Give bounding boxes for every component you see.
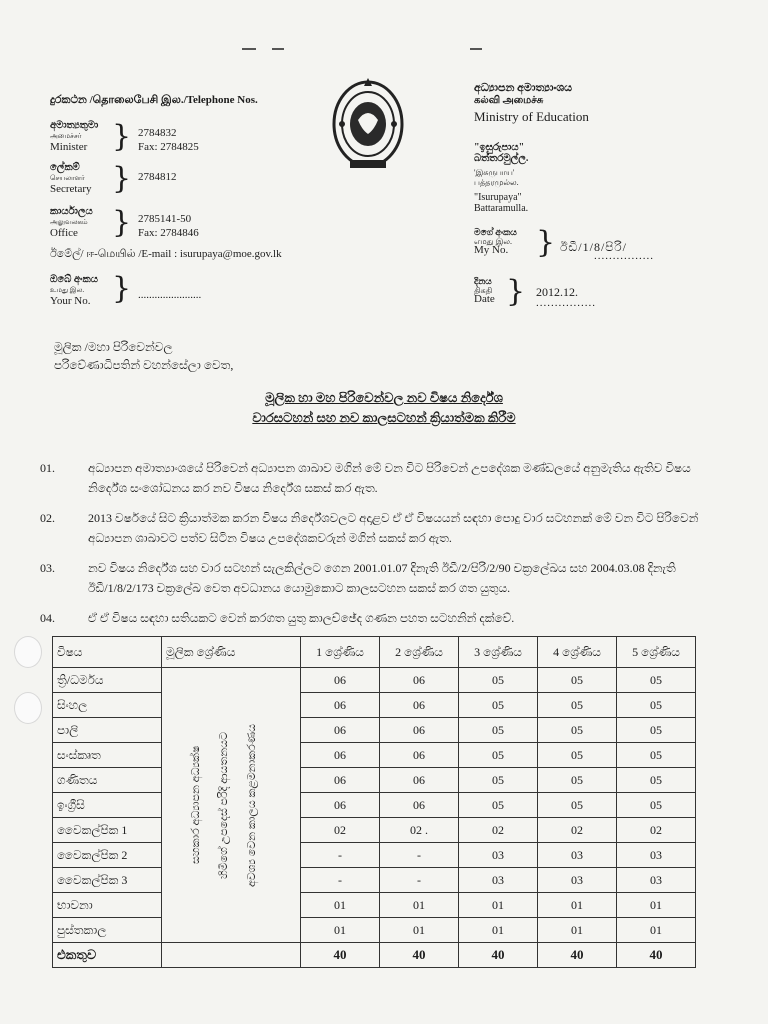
period-cell: 06 [380, 768, 459, 793]
period-cell: 06 [380, 793, 459, 818]
minister-phone: 2784832 [138, 127, 177, 139]
period-cell: 06 [301, 718, 380, 743]
note-line: සහකාර අධ්‍යාපන අධ්‍යක්ෂ [190, 745, 202, 865]
table-row [53, 918, 696, 943]
period-cell: 03 [617, 843, 696, 868]
subject-cell: ත්‍රි/ධර්මය [53, 668, 162, 693]
period-cell: 02 [617, 818, 696, 843]
addressee-line-2: පරිවේණාධිපතින් වහන්සේලා වෙත, [54, 358, 234, 372]
paragraph [40, 458, 720, 498]
period-cell: 06 [380, 743, 459, 768]
table-header-row [53, 637, 696, 668]
brace: } [112, 161, 132, 196]
address-en-1: "Isurupaya" [474, 192, 522, 203]
period-cell: 06 [301, 668, 380, 693]
table-row [53, 793, 696, 818]
periods-table [52, 636, 696, 968]
table-row [53, 893, 696, 918]
your-no-value: ....................... [138, 289, 202, 301]
punch-hole [14, 636, 42, 668]
period-cell: - [380, 843, 459, 868]
subject-line-1: මූලික හා මහ පිරිවෙන්වල නව විෂය නිර්දේශ [265, 390, 503, 405]
paragraph-number: 04. [40, 611, 55, 625]
period-cell: 02 [538, 818, 617, 843]
period-cell: 01 [459, 893, 538, 918]
subject-cell: වෛකල්පික 3 [53, 868, 162, 893]
contact-label-ta: அமைச்சர் [50, 132, 82, 140]
email-line [50, 248, 330, 262]
address-si-2: බත්තරමුල්ල. [474, 153, 529, 164]
period-cell: 06 [380, 718, 459, 743]
date-label-en: Date [474, 293, 495, 305]
ministry-block [474, 82, 704, 125]
date-label-ta: திகதி [474, 286, 493, 295]
period-cell: 03 [538, 843, 617, 868]
paragraph-text: ඒ ඒ විෂය සඳහා සතියකට වෙන් කරගත යුතු කාලච්ඡේද ගණන පහත සටහනින් දක්වේ. [88, 611, 515, 625]
your-no-label-ta: உமது இல. [50, 286, 85, 294]
address-si-1: "ඉසුරුපාය" [474, 142, 525, 153]
address-ta-1: 'இசுருபாய' [474, 168, 515, 177]
punch-hole [14, 692, 42, 724]
contact-label-si: ලේකම් [50, 162, 80, 173]
ministry-name-ta: கல்வி அமைச்சு [474, 95, 544, 106]
my-no-label-en: My No. [474, 244, 509, 256]
my-no-value: ඊඩී/1/8/පිරි/ [560, 240, 627, 254]
telephone-label: දුරකථන /தொலைபேசி இல./Telephone Nos. [50, 94, 258, 106]
your-no-label-en: Your No. [50, 295, 91, 307]
period-cell: 02 . [380, 818, 459, 843]
period-cell: 05 [538, 743, 617, 768]
subject-cell: සිංහල [53, 693, 162, 718]
period-cell: 06 [380, 693, 459, 718]
period-cell: 01 [617, 893, 696, 918]
header-grade-1: 1 ශ්‍රේණිය [301, 637, 380, 668]
period-cell: 01 [538, 893, 617, 918]
period-cell: 06 [301, 768, 380, 793]
table-row [53, 693, 696, 718]
period-cell: 05 [459, 793, 538, 818]
period-cell: 01 [380, 893, 459, 918]
addressee-line-1: මූලික /මහා පිරිවෙන්වල [54, 340, 173, 354]
period-cell: 01 [380, 918, 459, 943]
national-emblem-icon [328, 74, 408, 172]
scan-mark [272, 48, 284, 50]
subject-cell: වෛකල්පික 2 [53, 843, 162, 868]
table-row [53, 743, 696, 768]
total-label: එකතුව [53, 943, 162, 968]
period-cell: 05 [459, 743, 538, 768]
table-row [53, 843, 696, 868]
brace: } [112, 119, 132, 154]
period-cell: 05 [459, 668, 538, 693]
brace: } [112, 271, 132, 306]
period-cell: 01 [301, 893, 380, 918]
contact-label-en: Office [50, 227, 78, 239]
period-cell: 05 [538, 718, 617, 743]
brace: } [112, 205, 132, 240]
period-cell: 02 [459, 818, 538, 843]
table-row [53, 768, 696, 793]
period-cell: 05 [459, 718, 538, 743]
period-cell: 05 [538, 693, 617, 718]
paragraph-number: 02. [40, 511, 55, 525]
header-grade-4: 4 ශ්‍රේණිය [538, 637, 617, 668]
address-en-2: Battaramulla. [474, 203, 529, 214]
table-row [53, 868, 696, 893]
paragraph [40, 558, 720, 598]
period-cell: 05 [459, 693, 538, 718]
period-cell: - [301, 868, 380, 893]
period-cell: - [301, 843, 380, 868]
email-label: ඊමේල්/ ஈ-மெயில் /E-mail : [50, 248, 178, 260]
paragraph-text: අධ්‍යාපන අමාත්‍යාංශයේ පිරිවෙන් අධ්‍යාපන ශාඛාව මගින් මේ වන විට පිරිවෙන් උපදේශක මණ්ඩලයේ අනුමැතිය ඇතිව විෂය නිර්දේශ සංශෝධනය කර නව විෂය නිර්දේශ සකස් කර ඇත. [88, 461, 691, 495]
minister-fax: Fax: 2784825 [138, 141, 199, 153]
table-row [53, 718, 696, 743]
period-cell: 05 [538, 768, 617, 793]
period-cell: 01 [617, 918, 696, 943]
table-row [53, 818, 696, 843]
header-subject: විෂය [53, 637, 162, 668]
address-ta-2: பத்தரமுல்ல. [474, 178, 519, 187]
table-row [53, 668, 696, 693]
total-cell: 40 [538, 943, 617, 968]
period-cell: 05 [617, 743, 696, 768]
date-value: 2012.12. [536, 285, 578, 299]
my-no-label-ta: எமது இல. [474, 237, 513, 246]
scan-mark [242, 48, 256, 50]
period-cell: 06 [301, 793, 380, 818]
address-block [474, 142, 528, 214]
contact-label-en: Secretary [50, 183, 92, 195]
header-grade-5: 5 ශ්‍රේණිය [617, 637, 696, 668]
period-cell: 05 [459, 768, 538, 793]
period-cell: 05 [617, 768, 696, 793]
period-cell: 01 [538, 918, 617, 943]
period-cell: 05 [617, 718, 696, 743]
paragraph-number: 03. [40, 561, 55, 575]
contact-label-si: අමාත්‍යතුමා [50, 120, 99, 131]
period-cell: - [380, 868, 459, 893]
total-cell: 40 [459, 943, 538, 968]
period-cell: 03 [538, 868, 617, 893]
period-cell: 01 [301, 918, 380, 943]
period-cell: 05 [538, 668, 617, 693]
paragraph-text: නව විෂය නිර්දේශ සහ වාර සටහන් සැලකිල්ලට ගෙන 2001.01.07 දිනැති ඊඩී/2/පිරි/2/90 චක්‍රලේඛය සහ 2004.03.08 දිනැති ඊඩී/1/8/2/173 චක්‍රලේඛ වෙත අවධානය යොමුකොට කාලසටහන සකස් කර ගත යුතුය. [88, 561, 676, 595]
header-preliminary: මූලික ශ්‍රේණිය [162, 637, 301, 668]
date-dots: ................ [536, 297, 596, 309]
contact-block [50, 94, 320, 307]
letter-subject [0, 388, 768, 428]
paragraph-text: 2013 වර්ෂයේ සිට ක්‍රියාත්මක කරන විෂය නිර්දේශවලට අදාළව ඒ ඒ විෂයයන් සඳහා පොදු වාර සටහනක් මේ වන විට පිරිවෙන් අධ්‍යාපන ශාඛාවට පත්ව සිටින විෂය උපදේශකවරුන් මගින් සකස් කර ඇත. [88, 511, 699, 545]
period-cell: 03 [459, 868, 538, 893]
brace: } [536, 225, 556, 260]
period-cell: 03 [459, 843, 538, 868]
ministry-name-en: Ministry of Education [474, 109, 589, 124]
subject-line-2: වාරසටහන් සහ නව කාලසටහන් ක්‍රියාත්මක කිරීම [252, 410, 516, 425]
subject-cell: පාලි [53, 718, 162, 743]
date-label-si: දිනය [474, 276, 492, 286]
paragraph [40, 508, 720, 548]
period-cell: 05 [617, 793, 696, 818]
subject-cell: ඉංග්‍රීසි [53, 793, 162, 818]
period-cell: 01 [459, 918, 538, 943]
header-grade-2: 2 ශ්‍රේණිය [380, 637, 459, 668]
total-cell: 40 [380, 943, 459, 968]
contact-label-ta: செயலாளர் [50, 174, 85, 182]
contact-label-en: Minister [50, 141, 88, 153]
email-address: isurupaya@moe.gov.lk [179, 248, 282, 260]
period-cell: 02 [301, 818, 380, 843]
period-cell: 06 [301, 743, 380, 768]
note-line: අවශ්‍ය වෙන කාලය කළමනාකරණය [246, 723, 258, 887]
subject-cell: ගණිතය [53, 768, 162, 793]
scan-mark [470, 48, 482, 50]
office-phone: 2785141-50 [138, 213, 192, 225]
subject-cell: පුස්තකාල [53, 918, 162, 943]
period-cell: 05 [538, 793, 617, 818]
your-no-label-si: ඔබේ අංකය [50, 274, 98, 285]
subject-cell: භාවනා [53, 893, 162, 918]
secretary-phone: 2784812 [138, 171, 177, 183]
header-grade-3: 3 ශ්‍රේණිය [459, 637, 538, 668]
period-cell: 05 [617, 693, 696, 718]
period-cell: 03 [617, 868, 696, 893]
subject-cell: වෛකල්පික 1 [53, 818, 162, 843]
contact-label-si: කාර්යාලය [50, 206, 93, 217]
paragraph [40, 608, 720, 628]
period-cell: 06 [380, 668, 459, 693]
note-line: හිමිගේ උපදෙස් පරිදි ආයතනයට [218, 731, 230, 879]
brace: } [506, 274, 526, 309]
preliminary-note-cell [162, 668, 301, 943]
period-cell: 06 [301, 693, 380, 718]
total-cell: 40 [301, 943, 380, 968]
total-row [53, 943, 696, 968]
total-blank-cell [162, 943, 301, 968]
period-cell: 05 [617, 668, 696, 693]
my-no-dots: ................ [594, 250, 654, 262]
contact-label-ta: அலுவலகம் [50, 218, 88, 226]
addressee [54, 338, 233, 374]
subject-cell: සංස්කෘත [53, 743, 162, 768]
ministry-name-si: අධ්‍යාපන අමාත්‍යාංශය [474, 82, 573, 94]
paragraph-number: 01. [40, 461, 55, 475]
my-no-label-si: මගේ අංකය [474, 227, 517, 237]
office-fax: Fax: 2784846 [138, 227, 199, 239]
total-cell: 40 [617, 943, 696, 968]
